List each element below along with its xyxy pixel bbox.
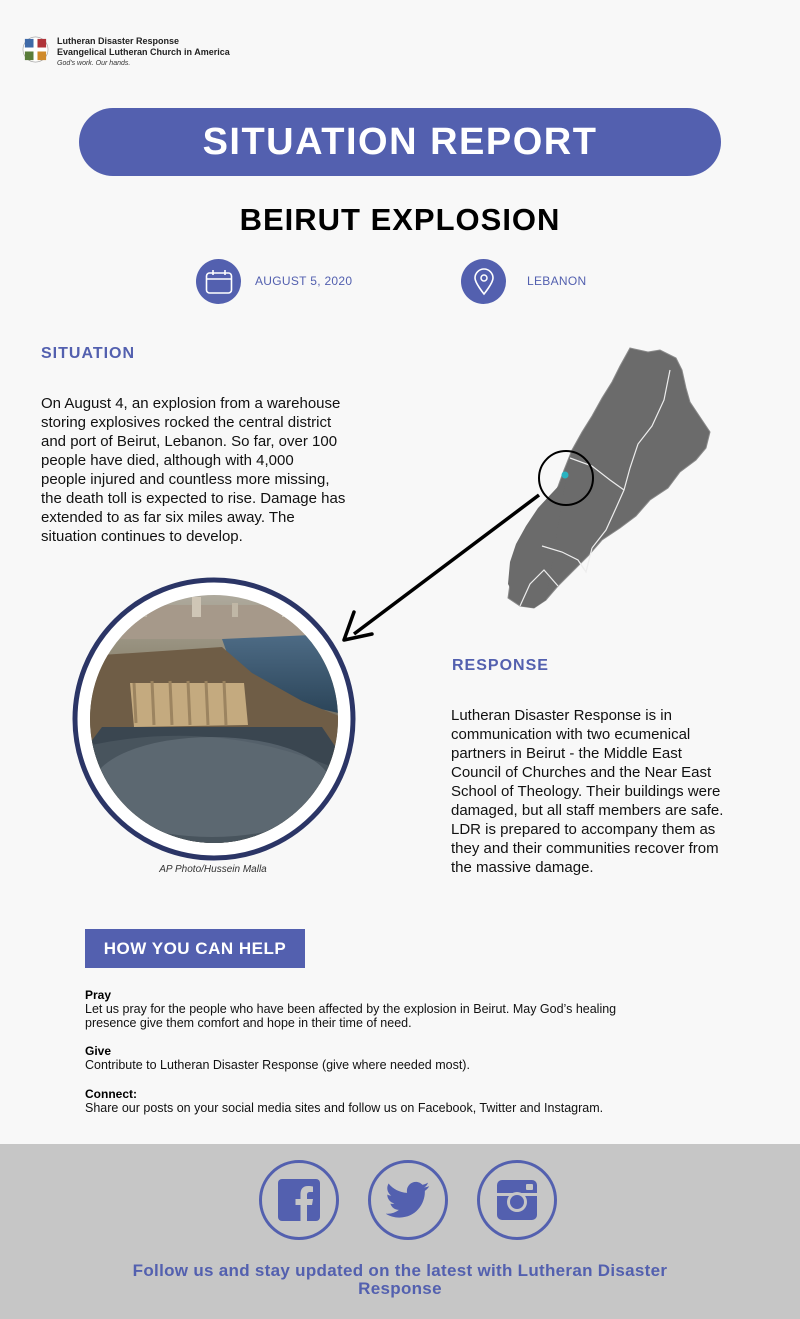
- header-logo: [22, 36, 230, 69]
- banner-title: SITUATION REPORT: [202, 120, 598, 163]
- org-name: Lutheran Disaster Response: [57, 36, 180, 46]
- calendar-icon: [196, 259, 241, 304]
- response-heading: RESPONSE: [452, 657, 549, 674]
- church-name: Evangelical Lutheran Church in America: [57, 47, 230, 57]
- situation-heading: SITUATION: [41, 345, 136, 362]
- situation-text: On August 4, an explosion from a warehouse storing explosives rocked the central district and port of Beirut, Lebanon. So far, over 100 people have died, although with 4,000 people injured and countless more missing, the death toll is expected to rise. Damage has extended to as far six miles away. The situation continues to develop.: [41, 395, 346, 545]
- map-pin-icon: [461, 259, 506, 304]
- facebook-icon[interactable]: [259, 1160, 339, 1240]
- explosion-photo: [72, 577, 356, 861]
- how-you-can-help-heading: HOW YOU CAN HELP: [85, 929, 305, 968]
- give-title: Give: [85, 1044, 112, 1058]
- connect-text: Share our posts on your social media sites and follow us on Facebook, Twitter and Instagram.: [85, 1101, 604, 1115]
- pray-title: Pray: [85, 988, 112, 1002]
- response-text: Lutheran Disaster Response is in communication with two ecumenical partners in Beirut - the Middle East Council of Churches and the Near East School of Theology. Their buildings were damaged, but all staff members are safe. LDR is prepared to accompany them as they and their communities recover from the massive damage.: [451, 707, 724, 876]
- elca-cross-icon: [22, 36, 49, 63]
- lebanon-map: [330, 340, 730, 650]
- tagline: God's work. Our hands.: [57, 60, 131, 67]
- give-text: Contribute to Lutheran Disaster Response (give where needed most).: [85, 1058, 470, 1072]
- situation-report-banner: [79, 108, 721, 176]
- twitter-icon[interactable]: [368, 1160, 448, 1240]
- connect-title: Connect:: [85, 1087, 137, 1101]
- pray-text: Let us pray for the people who have been affected by the explosion in Beirut. May God’s healing presence give them comfort and hope in their time of need.: [85, 1002, 617, 1030]
- instagram-icon[interactable]: [477, 1160, 557, 1240]
- event-location: LEBANON: [527, 274, 587, 288]
- blast-site-marker: [562, 472, 569, 479]
- event-date: AUGUST 5, 2020: [255, 274, 353, 288]
- photo-caption: AP Photo/Hussein Malla: [159, 864, 267, 875]
- footer-follow-text: Follow us and stay updated on the latest with Lutheran Disaster Response: [132, 1261, 668, 1298]
- page-title: BEIRUT EXPLOSION: [239, 202, 561, 237]
